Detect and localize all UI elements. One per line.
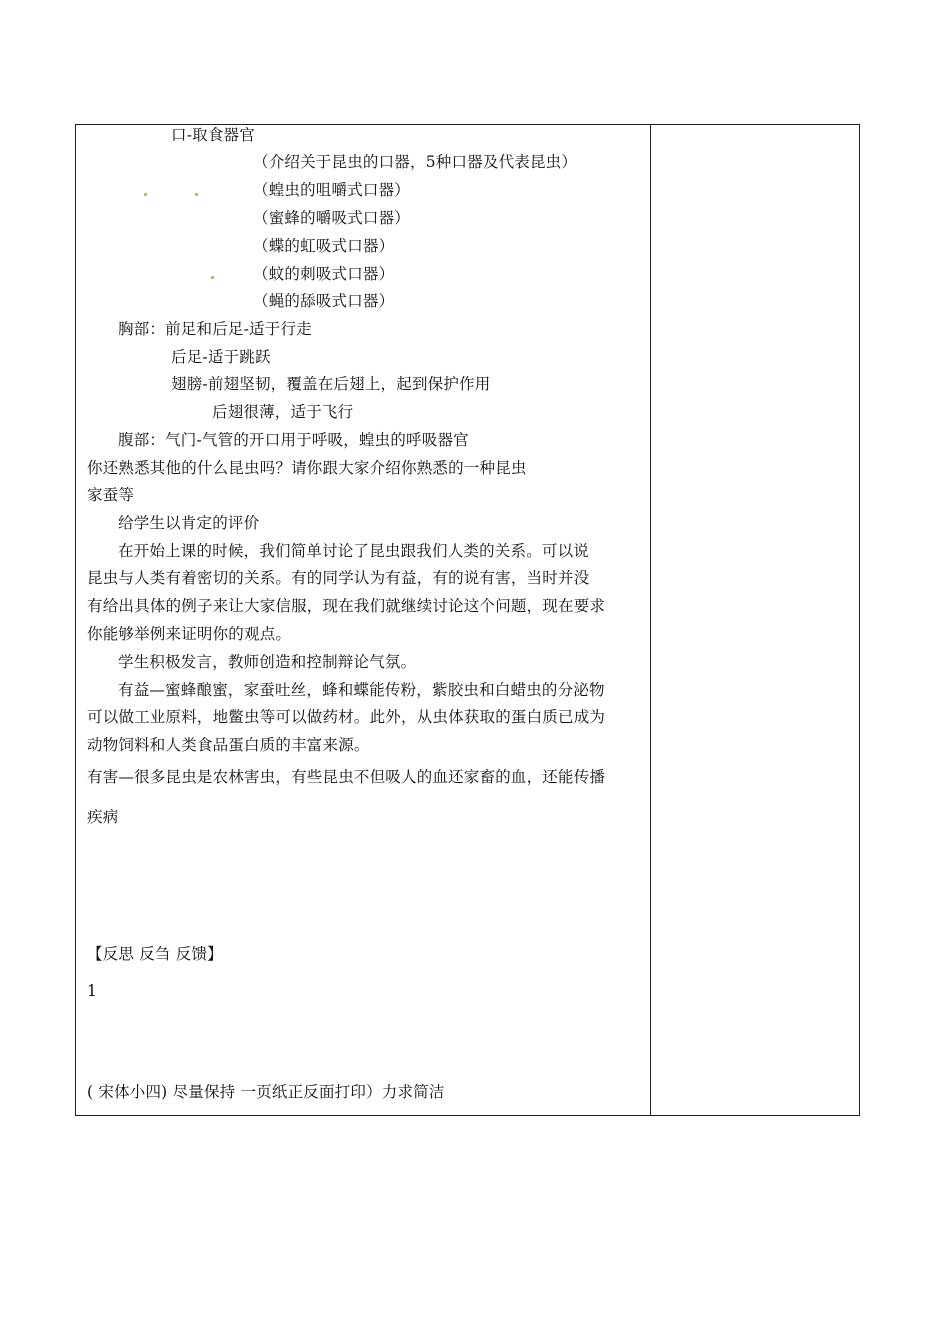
text-line: 胸部：前足和后足-适于行走 [118,320,312,338]
text-line: 学生积极发言，教师创造和控制辩论气氛。 [118,653,417,671]
text-line: 后足-适于跳跃 [171,348,271,366]
text-line: 腹部：气门-气管的开口用于呼吸，蝗虫的呼吸器官 [118,431,469,449]
text-line: 昆虫与人类有着密切的关系。有的同学认为有益，有的说有害，当时并没 [87,569,590,587]
lesson-table [75,124,860,1116]
text-line: 家蚕等 [87,486,135,504]
text-line: 疾病 [87,808,119,826]
text-line: 给学生以肯定的评价 [118,514,260,532]
text-line: 你能够举例来证明你的观点。 [87,625,292,643]
text-line: 口-取食器官 [171,126,255,144]
text-line: （介绍关于昆虫的口器，5种口器及代表昆虫） [253,153,578,171]
text-line: 翅膀-前翅坚韧，覆盖在后翅上，起到保护作用 [171,375,491,393]
artifact-dot [211,276,214,279]
text-line: （蜜蜂的嚼吸式口器） [253,209,411,227]
text-line: 有给出具体的例子来让大家信服，现在我们就继续讨论这个问题，现在要求 [87,597,606,615]
artifact-dot [144,193,147,196]
text-line: 有益—蜜蜂酿蜜，家蚕吐丝，蜂和蝶能传粉，紫胶虫和白蜡虫的分泌物 [118,681,605,699]
text-line: （蝶的虹吸式口器） [253,237,395,255]
text-line: 你还熟悉其他的什么昆虫吗？请你跟大家介绍你熟悉的一种昆虫 [87,459,527,477]
text-line: 动物饲料和人类食品蛋白质的丰富来源。 [87,736,370,754]
text-line: （蝗虫的咀嚼式口器） [253,181,411,199]
text-line: 可以做工业原料，地鳖虫等可以做药材。此外，从虫体获取的蛋白质已成为 [87,708,606,726]
text-line: （蚊的刺吸式口器） [253,265,395,283]
artifact-dot [195,193,198,196]
text-line: 在开始上课的时候，我们简单讨论了昆虫跟我们人类的关系。可以说 [118,542,590,560]
text-line: 后翅很薄，适于飞行 [212,403,354,421]
text-line: 1 [87,982,98,1000]
footer-note: ( 宋体小四) 尽量保持 一页纸正反面打印）力求简洁 [87,1083,445,1101]
text-line: （蝇的舔吸式口器） [253,292,395,310]
reflection-heading: 【反思 反刍 反馈】 [87,945,223,963]
text-line: 有害—很多昆虫是农林害虫，有些昆虫不但吸人的血还家畜的血，还能传播 [87,768,606,786]
notes-cell [651,125,859,1115]
